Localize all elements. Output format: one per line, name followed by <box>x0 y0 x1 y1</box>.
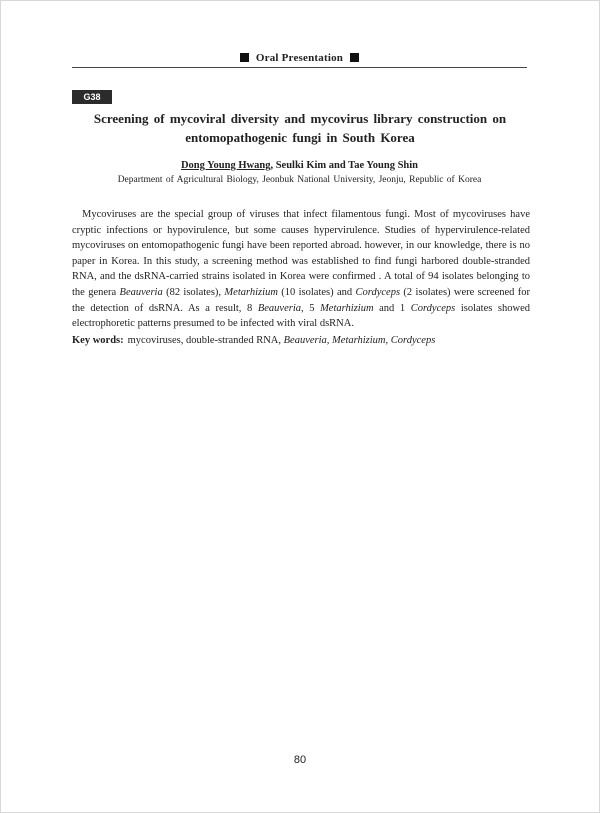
presenting-author: Dong Young Hwang <box>180 160 271 171</box>
genus-name: Beauveria <box>119 286 163 298</box>
keywords <box>72 335 530 346</box>
keywords-genera: Beauveria, Metarhizium, Cordyceps <box>283 335 436 346</box>
keywords-label: Key words: <box>72 335 124 346</box>
genus-name: Cordyceps <box>410 302 456 314</box>
genus-name: Metarhizium <box>320 302 374 314</box>
square-bullet-icon <box>240 53 249 62</box>
abstract-text: (82 isolates), <box>162 286 225 298</box>
paper-title <box>90 109 510 147</box>
abstract-text: (2 isolates) were screened for the detection of dsRNA. As a result, 8 <box>72 286 530 314</box>
abstract-body <box>72 207 530 332</box>
header-divider <box>72 67 527 68</box>
abstract-text: and 1 <box>373 302 411 314</box>
presentation-code-badge: G38 <box>72 90 112 104</box>
genus-name: Metarhizium <box>224 286 278 298</box>
square-bullet-icon <box>350 53 359 62</box>
abstract-text: , 5 <box>301 302 321 314</box>
abstract-text: Mycoviruses are the special group of viruses that infect filamentous fungi. Most of mycoviruses have cryptic infections or hypovirulence, but some causes hypervirulence. Studies of hypervirulence-related mycoviruses on entomopathogenic fungi have been reported abroad. however, in our knowledge, there is no paper in Korea. In this study, a screening method was established to find fungi harbored double-stranded RNA, and the dsRNA-carried strains isolated in Korea were confirmed . A total of 94 isolates belonging to the genera <box>72 209 530 298</box>
page-number: 80 <box>293 754 307 766</box>
section-header <box>72 52 527 64</box>
title-line-1: Screening of mycoviral diversity and mycovirus library construction on <box>93 111 507 126</box>
section-label: Oral Presentation <box>255 52 344 64</box>
author-separator: , <box>270 160 276 171</box>
affiliation: Department of Agricultural Biology, Jeonbuk National University, Jeonju, Republic of Korea <box>117 175 482 185</box>
genus-name: Beauveria <box>257 302 301 314</box>
abstract-text: (10 isolates) and <box>277 286 356 298</box>
title-line-2: entomopathogenic fungi in South Korea <box>185 130 415 145</box>
co-authors: Seulki Kim and Tae Young Shin <box>275 160 419 171</box>
abstract-text: isolates showed electrophoretic patterns presumed to be infected with viral dsRNA. <box>72 302 531 330</box>
keywords-plain: mycoviruses, double-stranded RNA, <box>127 335 284 346</box>
author-list <box>72 160 527 171</box>
genus-name: Cordyceps <box>355 286 401 298</box>
